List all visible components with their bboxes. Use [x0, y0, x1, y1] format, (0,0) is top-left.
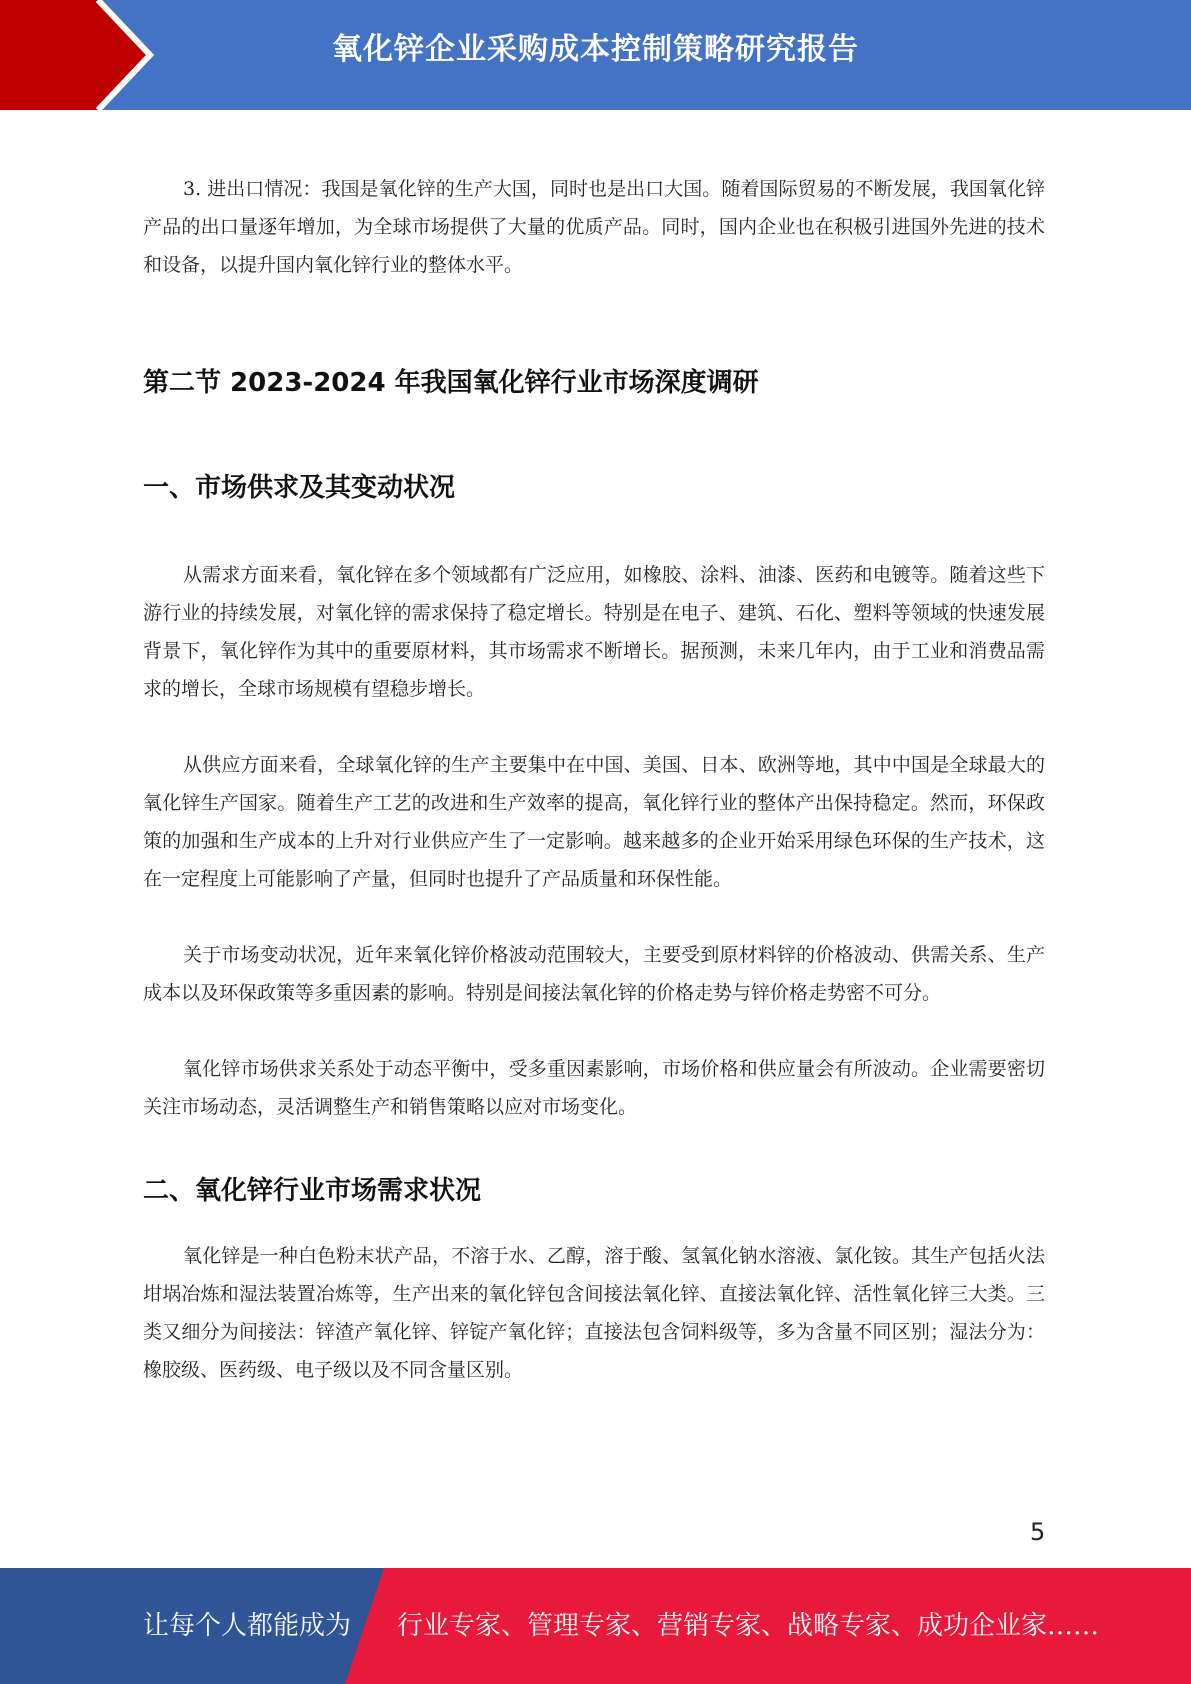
section1-paragraph-1: 从需求方面来看，氧化锌在多个领域都有广泛应用，如橡胶、涂料、油漆、医药和电镀等。随着这些下游行业的持续发展，对氧化锌的需求保持了稳定增长。特别是在电子、建筑、石化、塑料等领域的快速发展背景下，氧化锌作为其中的重要原材料，其市场需求不断增长。据预测，未来几年内，由于工业和消费品需求的增长，全球市场规模有望稳步增长。 [143, 564, 1045, 700]
section1-title: 一、市场供求及其变动状况 [143, 473, 456, 503]
chapter-title: 第二节 2023-2024 年我国氧化锌行业市场深度调研 [143, 368, 759, 398]
header-title: 氧化锌企业采购成本控制策略研究报告 [332, 32, 859, 67]
section1-paragraph-3: 关于市场变动状况，近年来氧化锌价格波动范围较大，主要受到原材料锌的价格波动、供需关系、生产成本以及环保政策等多重因素的影响。特别是间接法氧化锌的价格走势与锌价格走势密不可分。 [143, 944, 1045, 1004]
footer-slogan-left: 让每个人都能成为 [143, 1611, 352, 1641]
section1-paragraph-4: 氧化锌市场供求关系处于动态平衡中，受多重因素影响，市场价格和供应量会有所波动。企业需要密切关注市场动态，灵活调整生产和销售策略以应对市场变化。 [143, 1058, 1045, 1118]
page-number: 5 [1030, 1518, 1046, 1546]
section2-paragraph-1: 氧化锌是一种白色粉末状产品，不溶于水、乙醇，溶于酸、氢氧化钠水溶液、氯化铵。其生产包括火法坩埚冶炼和湿法装置冶炼等，生产出来的氧化锌包含间接法氧化锌、直接法氧化锌、活性氧化锌三大类。三类又细分为间接法：锌渣产氧化锌、锌锭产氧化锌；直接法包含饲料级等，多为含量不同区别；湿法分为：橡胶级、医药级、电子级以及不同含量区别。 [143, 1245, 1045, 1381]
section2-title: 二、氧化锌行业市场需求状况 [143, 1176, 482, 1206]
document-body [143, 170, 1045, 1389]
page-footer [0, 1568, 1191, 1684]
section1-paragraph-2: 从供应方面来看，全球氧化锌的生产主要集中在中国、美国、日本、欧洲等地，其中中国是全球最大的氧化锌生产国家。随着生产工艺的改进和生产效率的提高，氧化锌行业的整体产出保持稳定。然而，环保政策的加强和生产成本的上升对行业供应产生了一定影响。越来越多的企业开始采用绿色环保的生产技术，这在一定程度上可能影响了产量，但同时也提升了产品质量和环保性能。 [143, 754, 1045, 890]
intro-paragraph: 3. 进出口情况：我国是氧化锌的生产大国，同时也是出口大国。随着国际贸易的不断发展，我国氧化锌产品的出口量逐年增加，为全球市场提供了大量的优质产品。同时，国内企业也在积极引进国外先进的技术和设备，以提升国内氧化锌行业的整体水平。 [143, 178, 1045, 276]
page-header [0, 0, 1191, 110]
footer-slogan-right: 行业专家、管理专家、营销专家、战略专家、成功企业家…… [397, 1611, 1100, 1641]
